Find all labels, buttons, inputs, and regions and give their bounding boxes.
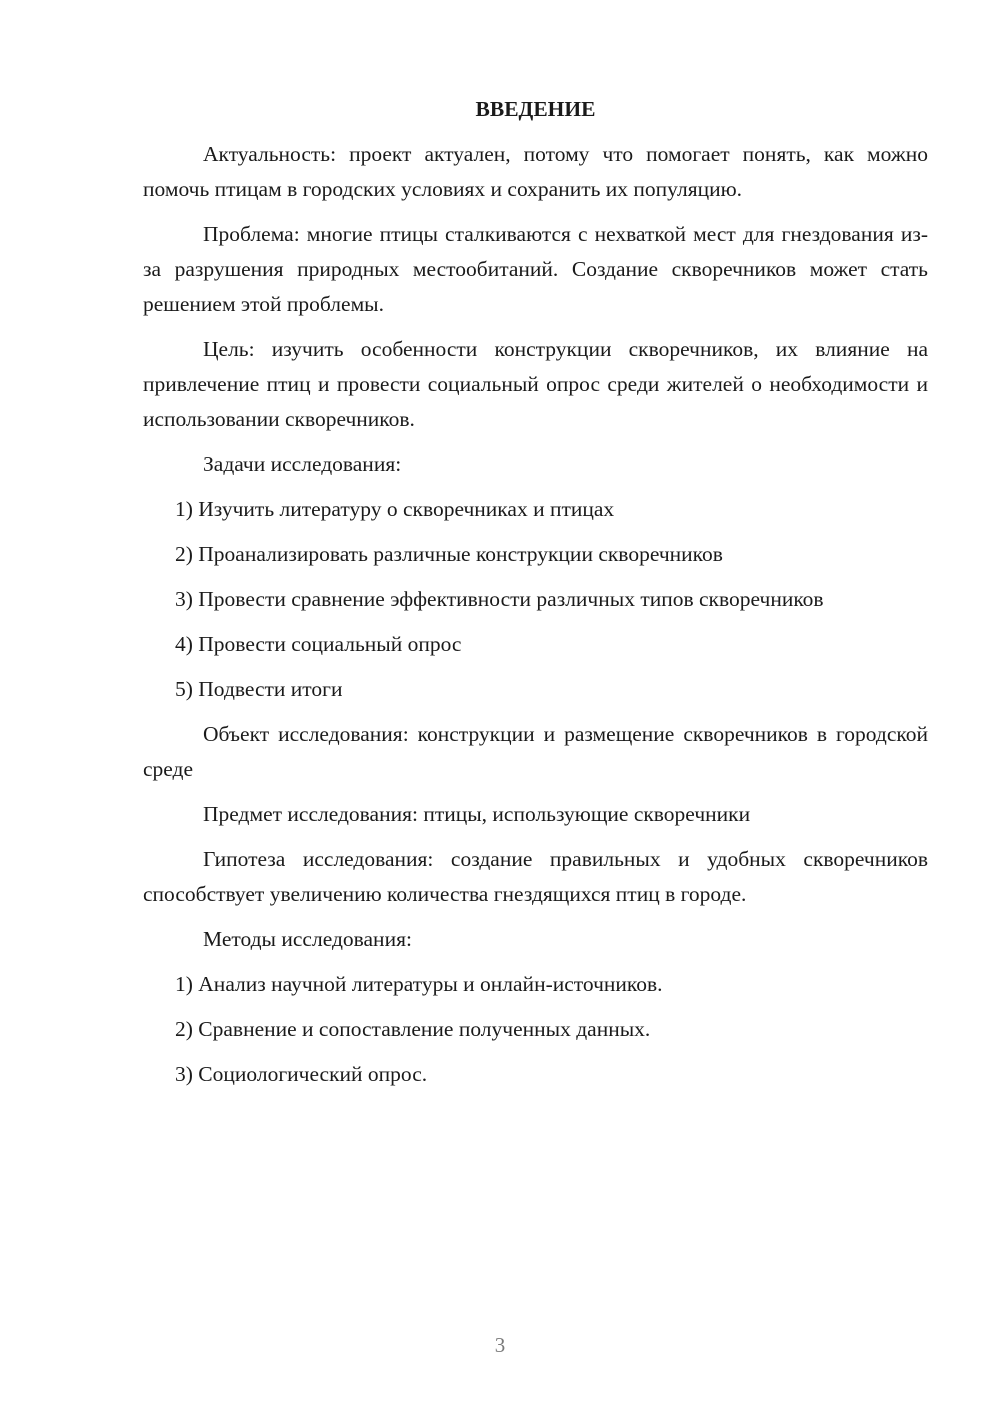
list-item: 1) Анализ научной литературы и онлайн-источников.: [175, 972, 663, 996]
list-item: 3) Социологический опрос.: [175, 1062, 428, 1086]
object-paragraph: Объект исследования: конструкции и размещение скворечников в городской среде: [143, 722, 928, 781]
methods-list: [143, 967, 928, 1092]
tasks-list: [143, 492, 928, 707]
goal-paragraph: Цель: изучить особенности конструкции скворечников, их влияние на привлечение птиц и провести социальный опрос среди жителей о необходимости и использовании скворечников.: [143, 337, 928, 431]
problem-paragraph: Проблема: многие птицы сталкиваются с нехваткой мест для гнездования из-за разрушения природных местообитаний. Создание скворечников может стать решением этой проблемы.: [143, 222, 928, 316]
tasks-title: Задачи исследования:: [203, 452, 402, 476]
list-item: 2) Проанализировать различные конструкции скворечников: [175, 542, 723, 566]
list-item: 5) Подвести итоги: [175, 677, 343, 701]
list-item: 4) Провести социальный опрос: [175, 632, 462, 656]
relevance-paragraph: Актуальность: проект актуален, потому что помогает понять, как можно помочь птицам в городских условиях и сохранить их популяцию.: [143, 142, 928, 201]
hypothesis-paragraph: Гипотеза исследования: создание правильных и удобных скворечников способствует увеличению количества гнездящихся птиц в городе.: [143, 847, 928, 906]
list-item: 2) Сравнение и сопоставление полученных данных.: [175, 1017, 651, 1041]
list-item: 3) Провести сравнение эффективности различных типов скворечников: [175, 587, 824, 611]
methods-title: Методы исследования:: [203, 927, 412, 951]
page-content: [143, 92, 928, 1102]
section-heading: ВВЕДЕНИЕ: [475, 97, 596, 121]
page-number: 3: [494, 1333, 506, 1357]
subject-paragraph: Предмет исследования: птицы, использующие скворечники: [203, 802, 751, 826]
list-item: 1) Изучить литературу о скворечниках и птицах: [175, 497, 615, 521]
